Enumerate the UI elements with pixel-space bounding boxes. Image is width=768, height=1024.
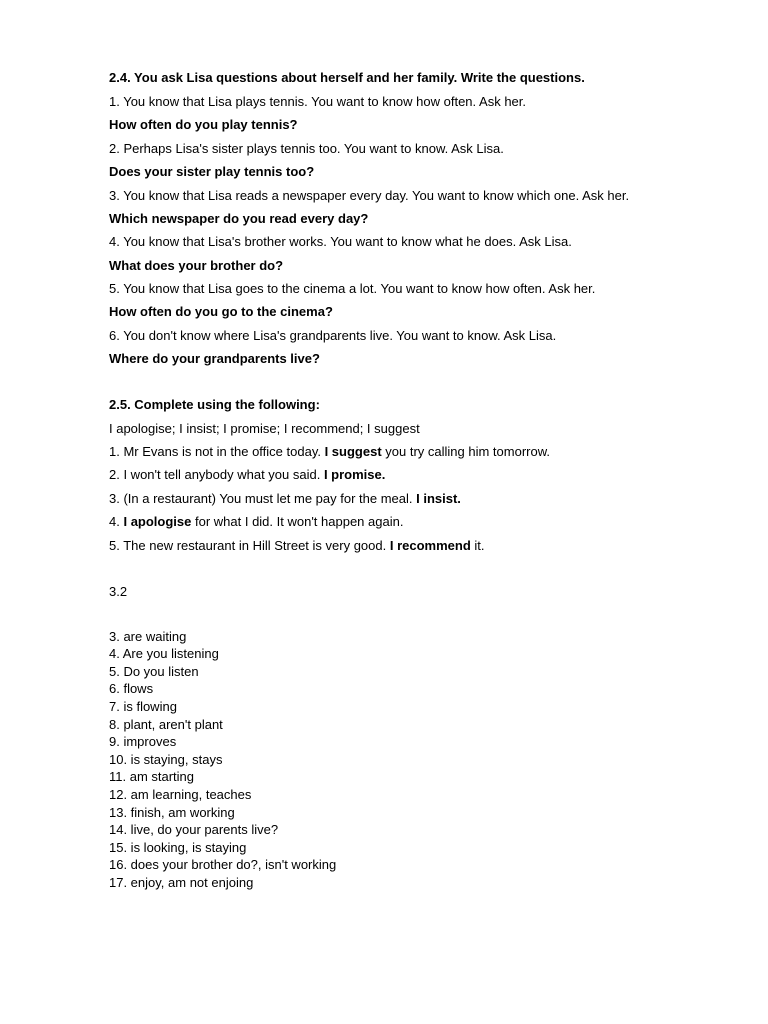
completion-item	[109, 538, 485, 554]
list-item: 17. enjoy, am not enjoing	[109, 875, 254, 890]
completion-item	[109, 514, 403, 530]
question-prompt: 1. You know that Lisa plays tennis. You want to know how often. Ask her.	[109, 94, 527, 109]
list-item: 16. does your brother do?, isn't working	[109, 857, 337, 872]
section-2-5-heading: 2.5. Complete using the following:	[109, 397, 320, 412]
question-prompt: 5. You know that Lisa goes to the cinema a lot. You want to know how often. Ask her.	[109, 281, 596, 296]
section-2-4-heading: 2.4. You ask Lisa questions about herself and her family. Write the questions.	[109, 70, 585, 85]
completion-answer: I promise.	[323, 467, 386, 482]
question-prompt: 2. Perhaps Lisa's sister plays tennis too. You want to know. Ask Lisa.	[109, 141, 504, 156]
completion-answer: I suggest	[324, 444, 382, 459]
list-item: 8. plant, aren't plant	[109, 717, 223, 732]
completion-text-before: 5. The new restaurant in Hill Street is very good.	[109, 538, 390, 553]
completion-text-before: 2. I won't tell anybody what you said.	[109, 467, 324, 482]
section-2-5-options: I apologise; I insist; I promise; I recommend; I suggest	[109, 421, 420, 436]
completion-text-after: you try calling him tomorrow.	[381, 444, 550, 459]
completion-text-after: it.	[470, 538, 485, 553]
list-item: 5. Do you listen	[109, 664, 199, 679]
question-answer: Where do your grandparents live?	[109, 351, 320, 366]
completion-item	[109, 467, 385, 483]
completion-item	[109, 444, 550, 460]
question-answer: How often do you play tennis?	[109, 117, 298, 132]
question-prompt: 3. You know that Lisa reads a newspaper every day. You want to know which one. Ask her.	[109, 188, 630, 203]
question-prompt: 6. You don't know where Lisa's grandparents live. You want to know. Ask Lisa.	[109, 328, 557, 343]
list-item: 3. are waiting	[109, 629, 187, 644]
question-answer: What does your brother do?	[109, 258, 284, 273]
question-answer: How often do you go to the cinema?	[109, 304, 333, 319]
question-answer: Does your sister play tennis too?	[109, 164, 315, 179]
list-item: 9. improves	[109, 734, 177, 749]
list-item: 12. am learning, teaches	[109, 787, 252, 802]
completion-text-before: 4.	[109, 514, 124, 529]
list-item: 10. is staying, stays	[109, 752, 223, 767]
list-item: 15. is looking, is staying	[109, 840, 247, 855]
question-answer: Which newspaper do you read every day?	[109, 211, 369, 226]
completion-answer: I apologise	[123, 514, 192, 529]
list-item: 13. finish, am working	[109, 805, 235, 820]
list-item: 4. Are you listening	[109, 646, 219, 661]
completion-answer: I insist.	[416, 491, 461, 506]
completion-text-before: 1. Mr Evans is not in the office today.	[109, 444, 325, 459]
question-prompt: 4. You know that Lisa's brother works. You want to know what he does. Ask Lisa.	[109, 234, 572, 249]
list-item: 7. is flowing	[109, 699, 177, 714]
list-item: 14. live, do your parents live?	[109, 822, 279, 837]
section-3-2-heading: 3.2	[109, 584, 128, 599]
completion-text-before: 3. (In a restaurant) You must let me pay for the meal.	[109, 491, 417, 506]
list-item: 6. flows	[109, 681, 154, 696]
completion-text-after: for what I did. It won't happen again.	[191, 514, 404, 529]
list-item: 11. am starting	[109, 769, 195, 784]
completion-item	[109, 491, 461, 507]
completion-answer: I recommend	[389, 538, 471, 553]
